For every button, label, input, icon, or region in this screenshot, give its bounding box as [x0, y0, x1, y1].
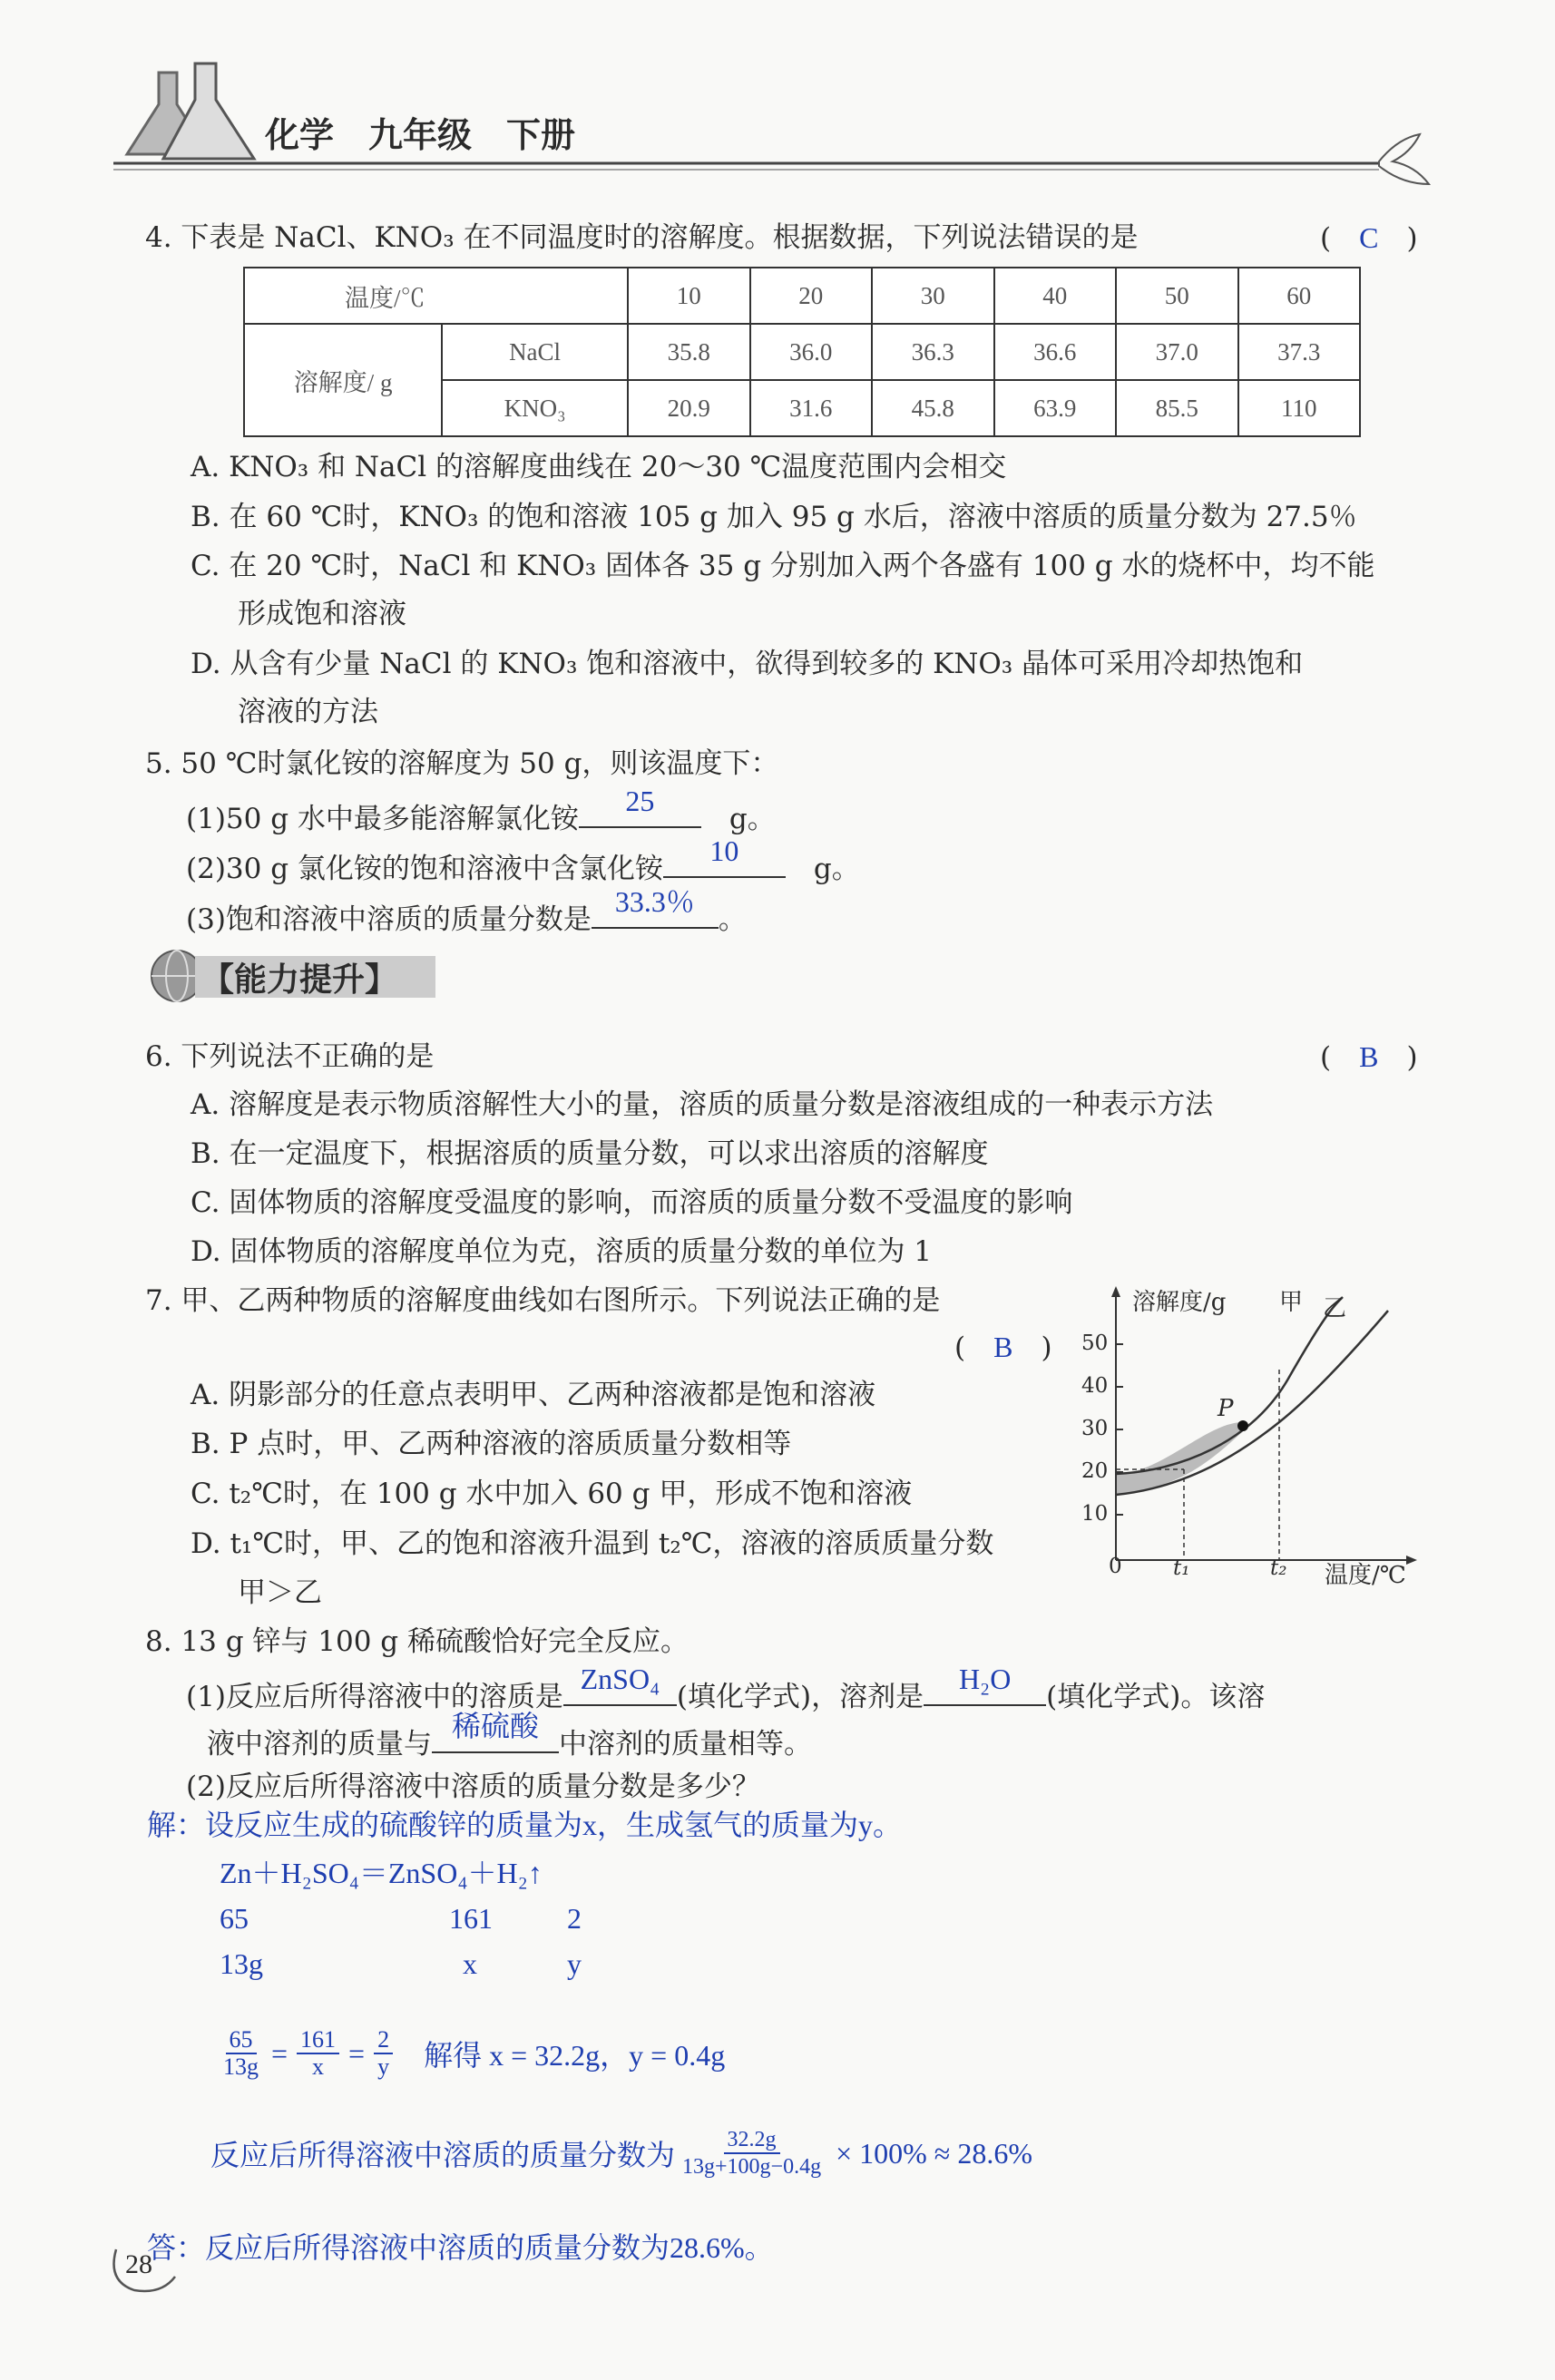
q4-answer: C: [1359, 221, 1379, 254]
q5-part3: [186, 885, 747, 938]
given-value: x: [463, 1947, 477, 1980]
q6-option-d: D. 固体物质的溶解度单位为克，溶质的质量分数的单位为 1: [191, 1235, 933, 1268]
q7-option-d: D. t₁℃时，甲、乙的饱和溶液升温到 t₂℃，溶液的溶质质量分数: [191, 1527, 994, 1560]
table-group-label: 溶解度/ g: [244, 324, 442, 436]
q7-answer: B: [993, 1331, 1013, 1363]
q7-answer-bracket: ( B ): [954, 1331, 1052, 1364]
final-calc-text: × 100% ≈ 28.6%: [836, 2136, 1033, 2170]
solubility-graph: [1071, 1270, 1433, 1596]
given-value: 13g: [220, 1947, 263, 1980]
q7-option-a: A. 阴影部分的任意点表明甲、乙两种溶液都是饱和溶液: [191, 1379, 876, 1411]
q5-stem: 5. 50 ℃时氯化铵的溶解度为 50 g，则该温度下：: [145, 747, 779, 780]
solution-answer: 答：反应后所得溶液中溶质的质量分数为28.6%。: [147, 2231, 774, 2264]
table-cell: 85.5: [1116, 380, 1238, 436]
q8-part1-text: (填化学式)，溶剂是: [676, 1681, 924, 1713]
q8-part1: [186, 1663, 1266, 1715]
proportion-equation: $\frac{65}{13g}$ = $\frac{161}{x}$ = $\frac{2}{y}$ 解得 x = 32.2g，y = 0.4g: [216, 2027, 725, 2080]
q4-option-d-cont: 溶液的方法: [238, 696, 378, 728]
q8-part1-text: (填化学式)。该溶: [1046, 1681, 1266, 1713]
temp-cell: 40: [994, 268, 1117, 324]
q5-unit: g。: [729, 803, 776, 835]
intersection-point: [1237, 1420, 1248, 1431]
frac-denominator: x: [312, 2053, 325, 2080]
q5-period: 。: [718, 903, 747, 936]
temp-cell: 20: [750, 268, 873, 324]
table-cell: 20.9: [628, 380, 750, 436]
q4-option-a: A. KNO₃ 和 NaCl 的溶解度曲线在 20～30 ℃温度范围内会相交: [191, 451, 1007, 483]
q6-option-b: B. 在一定温度下，根据溶质的质量分数，可以求出溶质的溶解度: [191, 1137, 989, 1170]
given-value: y: [567, 1947, 582, 1980]
q6-answer: B: [1359, 1040, 1379, 1073]
graph-ytick: 10: [1081, 1502, 1109, 1526]
q7-stem: 7. 甲、乙两种物质的溶解度曲线如右图所示。下列说法正确的是: [145, 1284, 941, 1317]
temp-cell: 10: [628, 268, 750, 324]
q8-part1-text: 液中溶剂的质量与: [207, 1728, 432, 1761]
page-header-title: 化学 九年级 下册: [265, 115, 576, 155]
table-cell: 37.3: [1238, 324, 1361, 380]
mass-value: 161: [449, 1902, 493, 1935]
q8-answer-solute: ZnSO₄: [580, 1663, 660, 1695]
temp-cell: 30: [872, 268, 994, 324]
graph-t1: t₁: [1173, 1556, 1190, 1580]
q4-option-b: B. 在 60 ℃时，KNO₃ 的饱和溶液 105 g 加入 95 g 水后，溶液中溶质的质量分数为 27.5％: [191, 501, 1357, 533]
q8-answer-acid: 稀硫酸: [451, 1710, 539, 1742]
graph-curve-yi-label: 乙: [1323, 1295, 1347, 1322]
section-title: 【能力提升】: [201, 961, 398, 999]
table-cell: 31.6: [750, 380, 873, 436]
q8-stem: 8. 13 g 锌与 100 g 稀硫酸恰好完全反应。: [145, 1625, 689, 1658]
q5-answer2: 10: [709, 834, 739, 867]
table-cell: 36.0: [750, 324, 873, 380]
graph-ytick: 40: [1081, 1374, 1109, 1398]
q6-option-a: A. 溶解度是表示物质溶解性大小的量，溶质的质量分数是溶液组成的一种表示方法: [191, 1088, 1214, 1121]
curve-jia: [1116, 1297, 1343, 1474]
q4-option-c-cont: 形成饱和溶液: [238, 598, 406, 630]
q8-part1-cont: [207, 1710, 812, 1762]
q7-option-b: B. P 点时，甲、乙两种溶液的溶质质量分数相等: [191, 1428, 792, 1460]
row-name: KNO₃: [442, 380, 628, 436]
graph-xlabel: 温度/℃: [1325, 1562, 1406, 1589]
frac-denominator: y: [377, 2053, 390, 2080]
mass-value: 65: [220, 1902, 249, 1935]
q6-stem: 6. 下列说法不正确的是: [145, 1040, 435, 1073]
leaf-icon: [1379, 134, 1429, 184]
q8-part1-text: (1)反应后所得溶液中的溶质是: [186, 1681, 563, 1713]
q5-part1: [186, 785, 776, 837]
q4-option-d: D. 从含有少量 NaCl 的 KNO₃ 饱和溶液中，欲得到较多的 KNO₃ 晶体可采用冷却热饱和: [191, 648, 1304, 680]
graph-origin: 0: [1109, 1555, 1122, 1578]
table-cell: 110: [1238, 380, 1361, 436]
frac-numerator: 65: [226, 2027, 257, 2054]
frac-denominator: 13g+100g−0.4g: [682, 2155, 822, 2179]
solution-setup: 解：设反应生成的硫酸锌的质量为x，生成氢气的质量为y。: [147, 1809, 903, 1841]
table-cell: 63.9: [994, 380, 1117, 436]
flask-icon: [127, 63, 254, 159]
q4-stem: 4. 下表是 NaCl、KNO₃ 在不同温度时的溶解度。根据数据，下列说法错误的是: [145, 221, 1139, 254]
q7-option-d-cont: 甲＞乙: [238, 1576, 322, 1609]
mass-value: 2: [567, 1902, 582, 1935]
frac-numerator: 32.2g: [724, 2127, 780, 2154]
q8-part1-text: 中溶剂的质量相等。: [559, 1728, 812, 1761]
q5-part3-text: (3)饱和溶液中溶质的质量分数是: [186, 903, 592, 936]
frac-numerator: 161: [297, 2027, 339, 2054]
q6-answer-bracket: ( B ): [1320, 1040, 1418, 1074]
q5-part2: [186, 834, 860, 887]
graph-ytick: 20: [1081, 1459, 1109, 1483]
temp-cell: 50: [1116, 268, 1238, 324]
page-number: 28: [125, 2249, 152, 2279]
table-cell: 37.0: [1116, 324, 1238, 380]
table-cell: 45.8: [872, 380, 994, 436]
solution-equation: Zn＋H₂SO₄＝ZnSO₄＋H₂↑: [220, 1857, 543, 1889]
solubility-table: [243, 267, 1361, 437]
graph-curve-jia-label: 甲: [1279, 1289, 1304, 1316]
graph-t2: t₂: [1270, 1556, 1287, 1580]
q4-option-c: C. 在 20 ℃时，NaCl 和 KNO₃ 固体各 35 g 分别加入两个各盛有 100 g 水的烧杯中，均不能: [191, 550, 1375, 582]
q8-answer-solvent: H₂O: [958, 1663, 1012, 1695]
table-cell: 36.3: [872, 324, 994, 380]
graph-ylabel: 溶解度/g: [1132, 1289, 1227, 1316]
graph-ytick: 50: [1081, 1331, 1109, 1355]
row-name: NaCl: [442, 324, 628, 380]
q5-part1-text: (1)50 g 水中最多能溶解氯化铵: [186, 803, 579, 835]
q8-part2: (2)反应后所得溶液中溶质的质量分数是多少？: [186, 1770, 760, 1803]
q5-part2-text: (2)30 g 氯化铵的饱和溶液中含氯化铵: [186, 853, 663, 885]
q5-answer1: 25: [625, 785, 655, 817]
table-cell: 35.8: [628, 324, 750, 380]
q7-option-c: C. t₂℃时，在 100 g 水中加入 60 g 甲，形成不饱和溶液: [191, 1478, 913, 1510]
table-header-temp: 温度/℃: [244, 268, 628, 324]
table-cell: 36.6: [994, 324, 1117, 380]
q6-option-c: C. 固体物质的溶解度受温度的影响，而溶质的质量分数不受温度的影响: [191, 1186, 1073, 1219]
solution-result: 解得 x = 32.2g，y = 0.4g: [424, 2039, 726, 2072]
final-calc-text: 反应后所得溶液中溶质的质量分数为: [210, 2139, 676, 2171]
frac-denominator: 13g: [223, 2053, 259, 2080]
q5-answer3: 33.3％: [614, 885, 695, 918]
graph-ytick: 30: [1081, 1417, 1109, 1440]
q5-unit: g。: [813, 853, 860, 885]
temp-cell: 60: [1238, 268, 1361, 324]
q4-answer-bracket: ( C ): [1320, 221, 1418, 255]
final-calculation: [210, 2127, 1032, 2180]
graph-point-label: P: [1218, 1395, 1234, 1422]
frac-numerator: 2: [374, 2027, 393, 2054]
